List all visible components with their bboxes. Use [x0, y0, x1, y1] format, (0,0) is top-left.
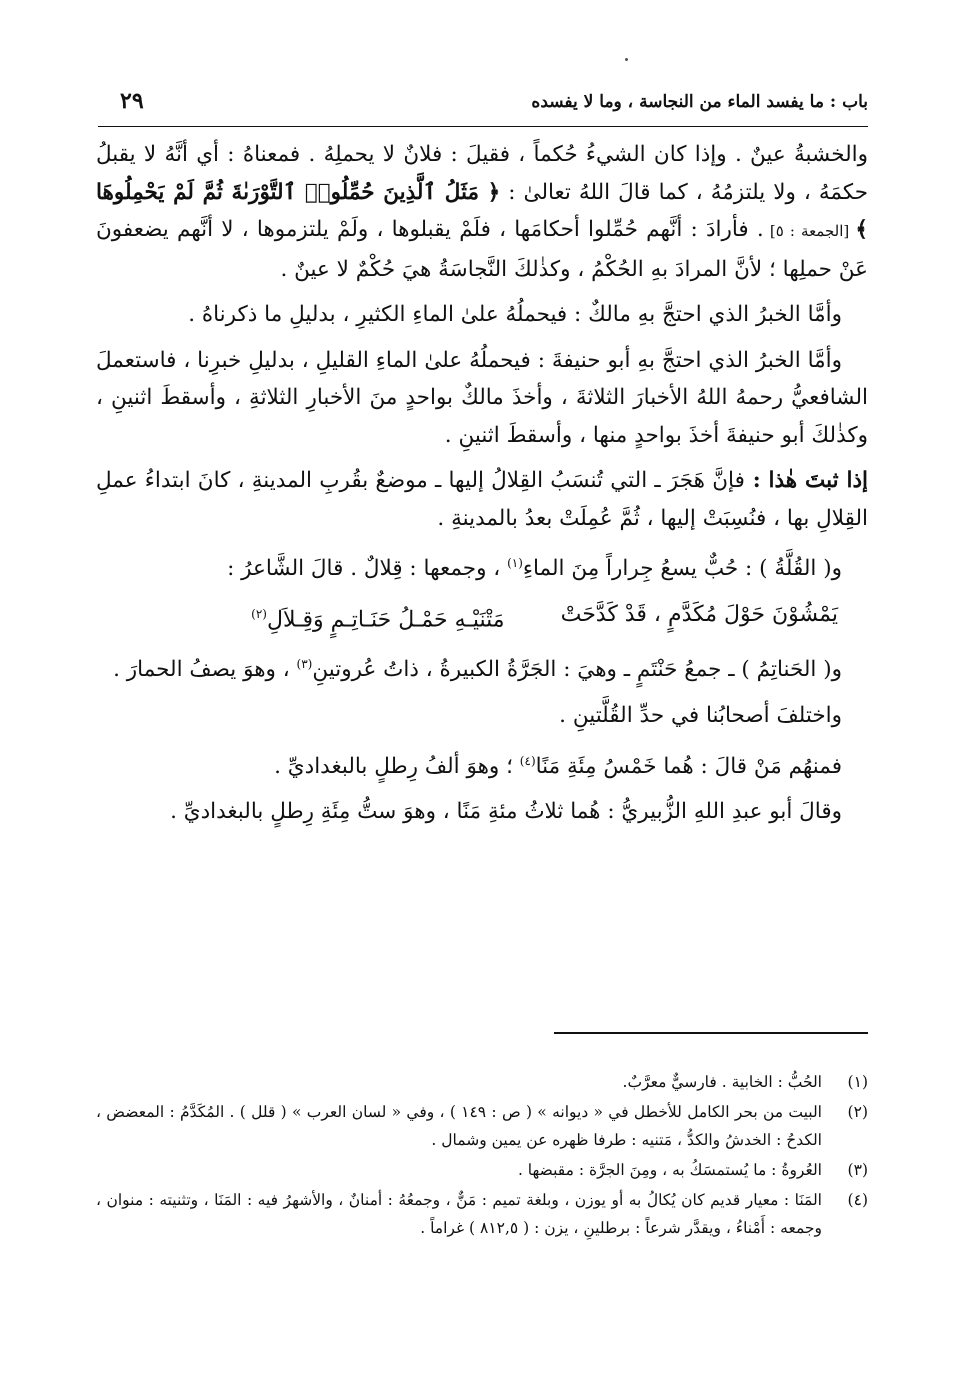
footnote-2: [96, 1098, 868, 1154]
paragraph-6-text-b: ، وهوَ يصفُ الحمارَ .: [113, 657, 297, 683]
page-number: ٢٩: [120, 88, 144, 114]
paragraph-6-text-a: و( الحَناتِمُ ) ـ جمعُ حَنْتَمٍ ـ وهيَ : الجَرَّةُ الكبيرةُ ، ذاتُ عُروتينِ: [312, 657, 842, 683]
page-speck: [625, 58, 628, 61]
paragraph-8: [96, 743, 868, 786]
footnote-3: [96, 1156, 868, 1184]
footnote-ref-4: (٤): [519, 753, 536, 768]
paragraph-4-lead: إذا ثبتَ هٰذا :: [744, 468, 868, 493]
paragraph-5: [96, 545, 868, 588]
verse-first-hemistich: يَمْشُوْنَ حَوْلَ مُكَدَّمٍ ، قَدْ كَدَّحَتْ: [560, 601, 838, 627]
footnote-number: (١): [847, 1073, 868, 1091]
footnote-number: (٢): [847, 1103, 868, 1121]
main-text: [96, 136, 868, 839]
footnote-text: المَنَا : معيار قديم كان يُكالُ به أو يوزن ، وبلغة تميم : مَنٌّ ، وجمعُهُ : أمنانٌ ، والأشهرُ فيه : المَنَا ، وتثنيته : منوان ، وجمعه : أَمْناءُ ، ويقدَّر شرعاً : برطلينِ ، يزن : ( ٨١٢,٥ ) غراماً .: [96, 1191, 822, 1237]
verse-second-hemistich: مَتْنَيْـهِ حَمْـلُ حَنَـاتِـمٍ وَقِـلاَلِ: [266, 606, 505, 632]
footnote-1: [96, 1068, 868, 1096]
paragraph-8-text-a: فمنهُم مَنْ قالَ : هُما خَمْسُ مِئَةِ مَنًا: [535, 753, 842, 779]
paragraph-5-text-a: و( القُلَّةُ ) : حُبٌّ يسعُ جِراراً مِنَ الماءِ: [522, 556, 842, 582]
page-header: [98, 88, 868, 124]
verse-second-hemistich-wrap: [251, 596, 504, 639]
footnote-text: البيت من بحر الكامل للأخطل في « ديوانه » ( ص : ١٤٩ ) ، وفي « لسان العرب » ( قلل ) . المُكَدَّمُ : المعضض ، الكدحُ : الخدشُ والكدُّ ، مَتنيه : طرفا ظهره عن يمين وشمال .: [96, 1103, 822, 1149]
footnotes: [96, 1068, 868, 1244]
paragraph-6: [96, 646, 868, 689]
paragraph-9: وقالَ أبو عبدِ اللهِ الزُّبيريُّ : هُما ثلاثُ مئةِ مَنًا ، وهوَ ستُّ مِئَةِ رِطلٍ بالبغداديِّ .: [170, 799, 842, 825]
footnote-ref-2: (٢): [251, 606, 267, 621]
paragraph-4-text: فإنَّ هَجَرَ ـ التي تُنسَبُ القِلالُ إليها ـ موضعٌ بقُربِ المدينةِ ، كانَ ابتداءُ عملِ القِلالِ بها ، فنُسِبَتْ إليها ، ثُمَّ عُمِلَتْ بعدُ بالمدينةِ .: [96, 468, 868, 531]
paragraph-5-text-b: ، وجمعها : قِلالٌ . قالَ الشَّاعرُ :: [227, 556, 508, 582]
paragraph-7: واختلفَ أصحابُنا في حدِّ القُلَّتينِ .: [559, 703, 842, 729]
paragraph-4: [96, 462, 868, 537]
paragraph-1-text-a: والخشبةُ عينٌ . وإذا كان الشيءُ حُكماً ، فقيلَ : فلانٌ لا يحملِهُ . فمعناهُ : أي أنَّهُ لا يقبلُ حكمَهُ ، ولا يلتزمُهُ ، كما قالَ اللهُ تعالىٰ :: [96, 142, 868, 205]
footnote-number: (٤): [847, 1191, 868, 1209]
paragraph-1: [96, 136, 868, 288]
footnote-text: العُروةُ : ما يُستمسَكُ به ، ومِنَ الجرَّة : مقبضها .: [517, 1161, 822, 1179]
quran-reference: [الجمعة : ٥]: [763, 222, 856, 240]
header-rule: [98, 126, 868, 127]
paragraph-8-text-b: ؛ وهوَ ألفُ رِطلٍ بالبغداديِّ .: [274, 753, 520, 779]
footnote-4: [96, 1186, 868, 1242]
running-head: باب : ما يفسد الماء من النجاسة ، وما لا يفسده: [531, 92, 868, 112]
paragraph-2: وأمَّا الخبرُ الذي احتجَّ بهِ مالكٌ : فيحملُهُ علىٰ الماءِ الكثيرِ ، بدليلِ ما ذكرناهُ .: [188, 302, 842, 327]
paragraph-3: وأمَّا الخبرُ الذي احتجَّ بهِ أبو حنيفةَ : فيحملُهُ علىٰ الماءِ القليلِ ، بدليلِ خبرِنا ، فاستعملَ الشافعيُّ رحمهُ اللهُ الأخبارَ الثلاثةَ ، وأخذَ مالكٌ بواحدٍ منَ الأخبارِ الثلاثةِ ، وأسقطَ اثنينِ ، وكذٰلكَ أبو حنيفةَ أخذَ بواحدٍ منها ، وأسقطَ اثنينِ .: [96, 347, 868, 448]
paragraph-1-text-b: . فأرادَ : أنَّهم حُمِّلوا أحكامَها ، فلَمْ يقبلوها ، ولَمْ يلتزموها ، لا أنَّهم يضعفونَ عَنْ حملِها ؛ لأنَّ المرادَ بهِ الحُكْمُ ، وكذٰلكَ النَّجاسَةُ هيَ حُكْمٌ لا عينٌ .: [96, 217, 868, 282]
footnote-separator: [554, 1032, 868, 1034]
footnote-ref-1: (١): [507, 556, 523, 570]
footnote-text: الحُبُّ : الخابية . فارسيٌّ معرَّبٌ.: [622, 1073, 822, 1091]
quran-quote: ﴿ مَثَلُ ٱلَّذِينَ حُمِّلُوا۟ ٱلتَّوْرَىٰةَ ثُمَّ لَمْ يَحْمِلُوهَا ﴾: [96, 179, 868, 242]
poem-verse: [96, 596, 868, 639]
footnote-ref-3: (٣): [296, 657, 313, 672]
footnote-number: (٣): [847, 1161, 868, 1179]
